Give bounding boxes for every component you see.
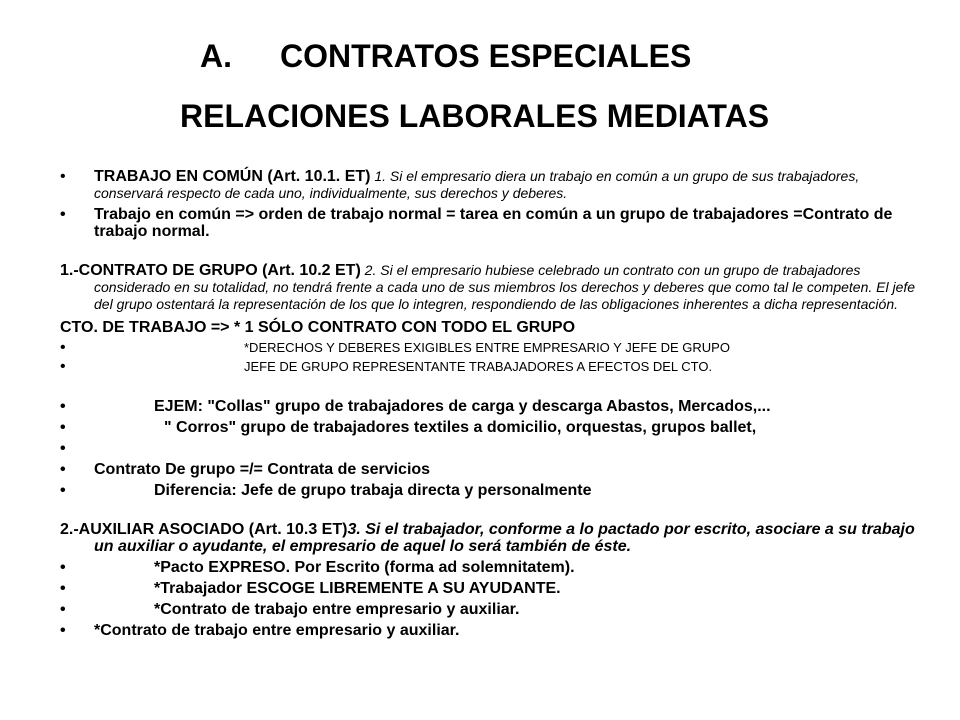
pacto-expreso-text: *Pacto EXPRESO. Por Escrito (forma ad solemnitatem). — [154, 559, 575, 576]
title-number: A. — [200, 38, 232, 74]
ejem-text: EJEM: "Collas" grupo de trabajadores de carga y descarga Abastos, Mercados,... — [154, 398, 771, 415]
bullet-marker: • — [60, 358, 66, 375]
auxiliar-asociado-article: 3. Si el trabajador, conforme a lo pactado por escrito, asociare a su trabajo un auxiliar o ayudante, el empresario de aquel lo será también de éste. — [94, 521, 915, 555]
derechos-deberes-text: *DERECHOS Y DEBERES EXIGIBLES ENTRE EMPRESARIO Y JEFE DE GRUPO — [244, 340, 730, 355]
contrato-grupo-paragraph — [60, 262, 930, 313]
jefe-grupo-text: JEFE DE GRUPO REPRESENTANTE TRABAJADORES A EFECTOS DEL CTO. — [244, 359, 713, 374]
contrato-grupo-article: 2. Si el empresario hubiese celebrado un contrato con un grupo de trabajadores considerado en su totalidad, no tendrá frente a cada uno de sus miembros los derechos y deberes que como tal le competen. El jefe del grupo ostentará la representación de los que lo integren, respondiendo de las obligaciones inherentes a dicha representación. — [94, 262, 916, 312]
bullet-diferencia — [60, 482, 930, 499]
bullet-pacto-expreso — [60, 559, 930, 576]
bullet-marker: • — [60, 339, 66, 356]
auxiliar-asociado-heading: 2.-AUXILIAR ASOCIADO (Art. 10.3 ET) — [60, 521, 348, 538]
spacer — [60, 240, 930, 262]
bullet-marker: • — [60, 580, 66, 597]
bullet-derechos-deberes — [60, 340, 930, 355]
contrato-auxiliar-final-text: *Contrato de trabajo entre empresario y auxiliar. — [94, 622, 460, 639]
bullet-trabajo-comun — [60, 168, 930, 202]
bullet-marker: • — [60, 461, 66, 478]
bullet-marker: • — [60, 440, 66, 457]
bullet-marker: • — [60, 622, 66, 639]
trabajo-comun-article: 1. Si el empresario diera un trabajo en común a un grupo de sus trabajadores, conservará respecto de cada uno, individualmente, sus derechos y deberes. — [94, 168, 860, 201]
trabajador-escoge-text: *Trabajador ESCOGE LIBREMENTE A SU AYUDANTE. — [154, 580, 561, 597]
trabajo-comun-normal-text: Trabajo en común => orden de trabajo normal = tarea en común a un grupo de trabajadores =Contrato de trabajo normal. — [94, 206, 893, 240]
diferencia-text: Diferencia: Jefe de grupo trabaja directa y personalmente — [154, 482, 592, 499]
title-line1: CONTRATOS ESPECIALES — [280, 38, 692, 74]
auxiliar-asociado-paragraph — [60, 521, 930, 555]
bullet-marker: • — [60, 168, 66, 185]
slide-body — [60, 168, 930, 639]
bullet-contrato-auxiliar — [60, 601, 930, 618]
contrata-text: Contrato De grupo =/= Contrata de servicios — [94, 461, 431, 478]
bullet-marker: • — [60, 601, 66, 618]
slide-subtitle: RELACIONES LABORALES MEDIATAS — [180, 98, 770, 134]
bullet-trabajador-escoge — [60, 580, 930, 597]
bullet-jefe-grupo — [60, 359, 930, 374]
bullet-marker: • — [60, 482, 66, 499]
contrato-grupo-heading: 1.-CONTRATO DE GRUPO (Art. 10.2 ET) — [60, 262, 361, 279]
bullet-empty — [60, 440, 930, 457]
bullet-contrata — [60, 461, 930, 478]
bullet-marker: • — [60, 559, 66, 576]
spacer — [60, 499, 930, 521]
bullet-marker: • — [60, 206, 66, 223]
bullet-marker: • — [60, 419, 66, 436]
bullet-ejem — [60, 398, 930, 415]
cto-trabajo-line: CTO. DE TRABAJO => * 1 SÓLO CONTRATO CON TODO EL GRUPO — [60, 319, 576, 336]
bullet-trabajo-comun-normal — [60, 206, 930, 240]
bullet-corros — [60, 419, 930, 436]
corros-text: " Corros" grupo de trabajadores textiles a domicilio, orquestas, grupos ballet, — [164, 419, 757, 436]
bullet-contrato-auxiliar-final — [60, 622, 930, 639]
trabajo-comun-heading: TRABAJO EN COMÚN (Art. 10.1. ET) — [94, 168, 371, 185]
contrato-auxiliar-text: *Contrato de trabajo entre empresario y auxiliar. — [154, 601, 520, 618]
slide-title — [200, 38, 691, 75]
bullet-marker: • — [60, 398, 66, 415]
